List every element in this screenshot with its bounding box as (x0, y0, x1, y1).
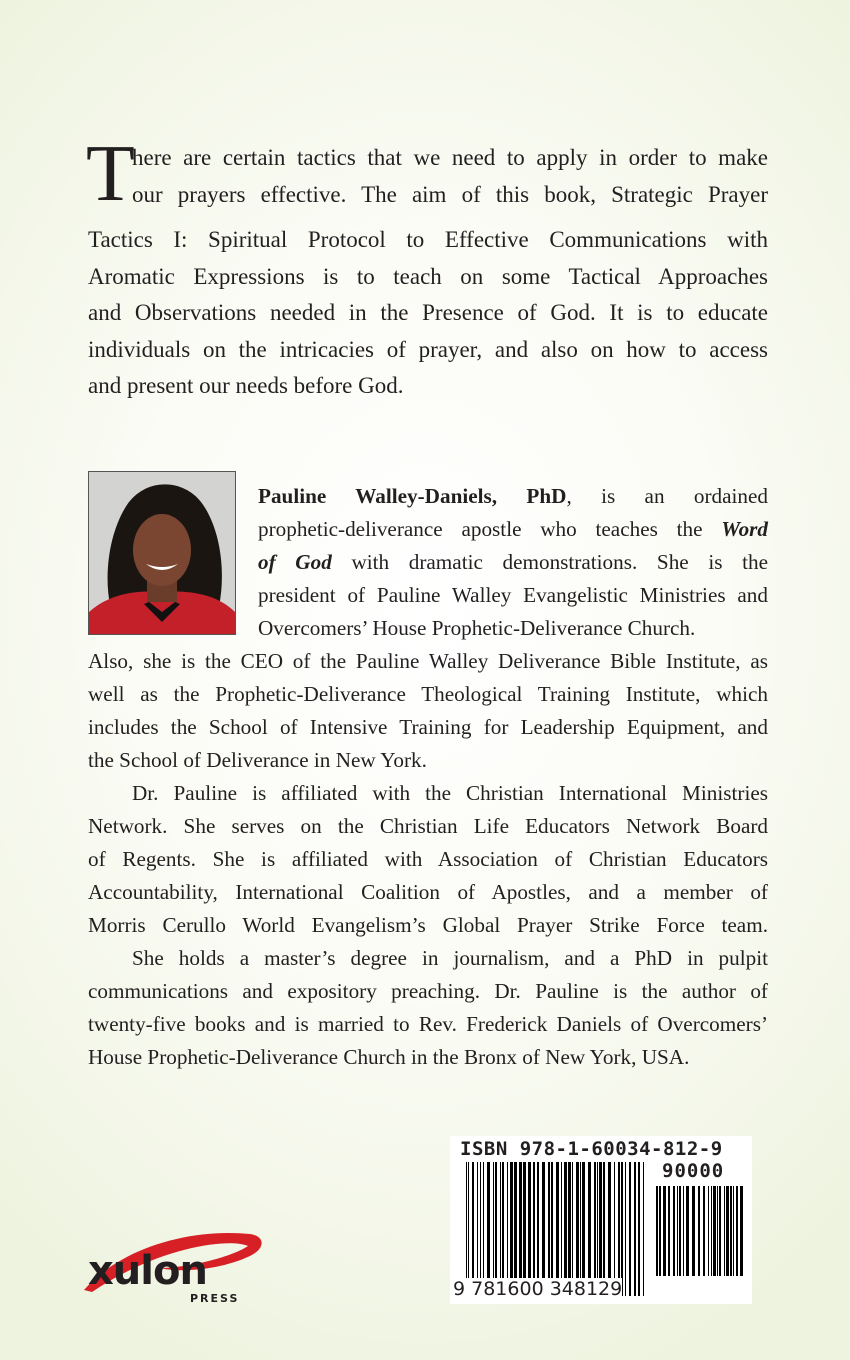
barcode-bar (638, 1162, 640, 1296)
barcode-bar (580, 1162, 581, 1296)
svg-text:xulon: xulon (88, 1248, 207, 1294)
bio-line: Morris Cerullo World Evangelism’s Global Prayer Strike Force team. (88, 913, 768, 937)
barcode-bar (548, 1162, 550, 1296)
blurb-line: Aromatic Expressions is to teach on some Tactical Approaches (88, 263, 768, 289)
emphasis: Word (721, 517, 768, 541)
barcode-bar (730, 1186, 732, 1276)
barcode-bar (708, 1186, 709, 1276)
barcode-bar (594, 1162, 596, 1296)
barcode-bar (679, 1186, 681, 1276)
barcode-bar (643, 1162, 644, 1296)
bio-line: communications and expository preaching. Dr. Pauline is the author of (88, 979, 768, 1003)
blurb-line: and present our needs before God. (88, 373, 404, 398)
barcode-bar (740, 1186, 743, 1276)
barcode-bar (480, 1162, 481, 1296)
bio-line: twenty-five books and is married to Rev. Frederick Daniels of Overcomers’ (88, 1012, 768, 1036)
barcode-bar (495, 1162, 497, 1296)
barcode-bar (698, 1186, 700, 1276)
barcode-bar (510, 1162, 513, 1296)
barcode-bar (568, 1162, 571, 1296)
price-code: 90000 (662, 1160, 725, 1182)
bio-line: House Prophetic-Deliverance Church in the Bronx of New York, USA. (88, 1045, 690, 1069)
barcode-bar (634, 1162, 636, 1296)
barcode-bar (614, 1162, 615, 1296)
barcode-bar (556, 1162, 559, 1296)
barcode-bar (692, 1186, 695, 1276)
barcode-bar (656, 1186, 658, 1276)
barcode-bar (576, 1162, 579, 1296)
barcode-bar (599, 1162, 602, 1296)
barcode-bar (551, 1162, 553, 1296)
barcode-bar (537, 1162, 539, 1296)
bio-text: with dramatic demonstrations. She is the (331, 550, 769, 574)
barcode-bar (724, 1186, 725, 1276)
barcode-bar (719, 1186, 721, 1276)
author-bio (88, 480, 768, 1074)
barcode-bar (561, 1162, 562, 1296)
bio-line: well as the Prophetic-Deliverance Theological Training Institute, which (88, 682, 768, 706)
barcode-bar (663, 1186, 666, 1276)
barcode-bar (493, 1162, 494, 1296)
barcode-bar (487, 1162, 490, 1296)
barcode-bar (621, 1162, 623, 1296)
barcode-bar (703, 1186, 705, 1276)
bio-line: She holds a master’s degree in journalism, and a PhD in pulpit (132, 946, 768, 970)
bio-line: Accountability, International Coalition of Apostles, and a member of (88, 880, 768, 904)
blurb-line: here are certain tactics that we need to apply in order to make (132, 145, 768, 170)
barcode-bar (542, 1162, 545, 1296)
barcode-bar (659, 1186, 661, 1276)
barcode-bar (677, 1186, 678, 1276)
barcode-digits: 9 781600 348129 (453, 1278, 623, 1300)
barcode-bar (733, 1186, 734, 1276)
barcode-bar (466, 1162, 467, 1296)
barcode-bar (625, 1162, 626, 1296)
barcode-bar (468, 1162, 469, 1296)
barcode-bar (686, 1186, 689, 1276)
blurb-line: Tactics I: Spiritual Protocol to Effective Communications with (88, 227, 768, 252)
bio-line: Overcomers’ House Prophetic-Deliverance Church. (258, 616, 696, 640)
barcode-bar (668, 1186, 670, 1276)
barcode-bar (507, 1162, 508, 1296)
barcode-bar (519, 1162, 522, 1296)
bio-line (258, 480, 768, 513)
blurb-line: and Observations needed in the Presence of God. It is to educate (88, 300, 768, 325)
barcode-bar (673, 1186, 675, 1276)
barcode-bar (572, 1162, 573, 1296)
bio-line: the School of Deliverance in New York. (88, 748, 427, 772)
bio-line: Network. She serves on the Christian Life Educators Network Board (88, 814, 768, 838)
bio-line: president of Pauline Walley Evangelistic Ministries and (258, 583, 768, 607)
bio-text: prophetic-deliverance apostle who teaches the (258, 517, 703, 541)
barcode-bar (528, 1162, 531, 1296)
svg-text:PRESS: PRESS (190, 1292, 240, 1305)
barcode-bar (597, 1162, 598, 1296)
bio-line: includes the School of Intensive Training for Leadership Equipment, and (88, 715, 768, 739)
barcode-bar (711, 1186, 712, 1276)
book-blurb (88, 140, 768, 405)
xulon-press-logo (80, 1228, 270, 1308)
isbn-barcode (450, 1136, 752, 1304)
barcode-bar (608, 1162, 611, 1296)
barcode-bar (582, 1162, 585, 1296)
barcode-bar (564, 1162, 567, 1296)
barcode-bar (726, 1186, 729, 1276)
barcode-bar (483, 1162, 484, 1296)
blurb-line: our prayers effective. The aim of this book, Strategic Prayer (132, 181, 768, 207)
barcode-bar (736, 1186, 738, 1276)
barcode-bar (533, 1162, 535, 1296)
bio-text: , is an ordained (566, 484, 768, 508)
barcode-bar (523, 1162, 526, 1296)
barcode-bar (713, 1186, 716, 1276)
author-name: Pauline Walley-Daniels, PhD (258, 484, 567, 508)
drop-cap: T (86, 130, 135, 218)
isbn-label: ISBN 978-1-60034-812-9 (460, 1138, 723, 1160)
bio-line: of Regents. She is affiliated with Association of Christian Educators (88, 847, 768, 871)
bio-line (258, 513, 768, 546)
barcode-bar (683, 1186, 684, 1276)
barcode-bar (588, 1162, 591, 1296)
bio-line: Dr. Pauline is affiliated with the Christian International Ministries (132, 781, 768, 805)
barcode-bar (629, 1162, 631, 1296)
barcode-bar (514, 1162, 517, 1296)
barcode-bar (618, 1162, 620, 1296)
barcode-bar (472, 1162, 474, 1296)
barcode-bar (500, 1162, 501, 1296)
barcode-bar (502, 1162, 504, 1296)
bio-line (258, 546, 768, 579)
blurb-line: individuals on the intricacies of prayer, and also on how to access (88, 336, 768, 362)
barcode-bar (717, 1186, 718, 1276)
emphasis: of God (258, 550, 332, 574)
barcode-bar (603, 1162, 605, 1296)
barcode-bar (477, 1162, 478, 1296)
bio-line: Also, she is the CEO of the Pauline Walley Deliverance Bible Institute, as (88, 649, 768, 673)
